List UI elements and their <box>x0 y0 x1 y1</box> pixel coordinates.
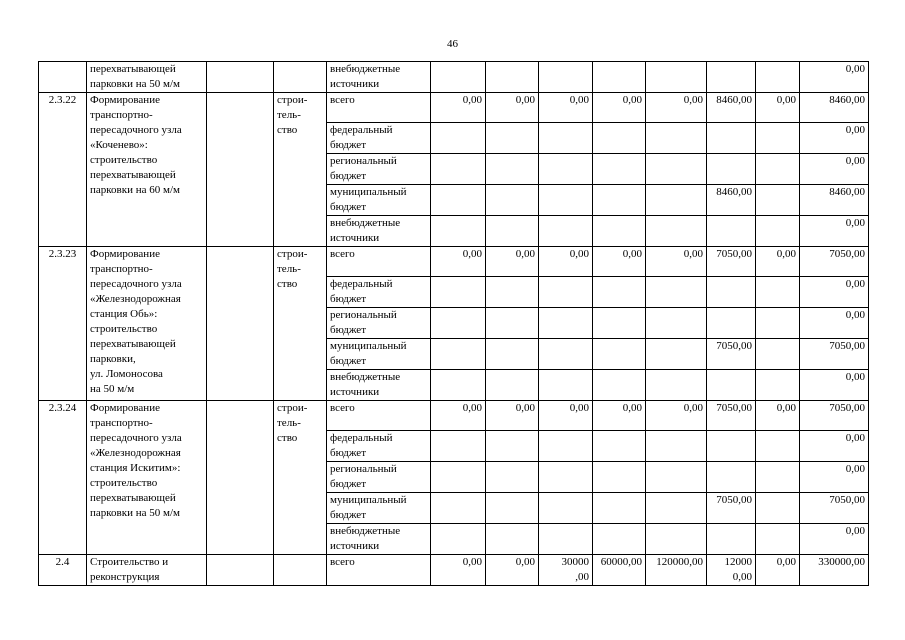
work-type-cell <box>274 62 327 93</box>
funding-source-cell <box>327 277 431 308</box>
funding-source-cell <box>327 462 431 493</box>
item-name-line: «Железнодорожная <box>90 447 181 459</box>
amount-line: 0,00 <box>569 248 589 260</box>
funding-source-line: внебюджетные <box>330 525 401 537</box>
amount-line: 0,00 <box>845 463 865 475</box>
amount-cell <box>486 308 539 339</box>
amount-cell <box>539 154 593 185</box>
amount-line: 0,00 <box>845 432 865 444</box>
work-type-line: тель- <box>277 109 301 121</box>
amount-cell <box>800 401 869 431</box>
amount-line: 0,00 <box>845 217 865 229</box>
amount-cell <box>646 339 707 370</box>
funding-source-line: всего <box>330 248 355 260</box>
amount-line: 0,00 <box>845 309 865 321</box>
amount-cell <box>707 308 756 339</box>
work-type-cell <box>274 401 327 555</box>
amount-cell <box>756 308 800 339</box>
amount-cell <box>593 431 646 462</box>
funding-source-line: бюджет <box>330 509 366 521</box>
amount-line: 0,00 <box>845 525 865 537</box>
item-name-line: пересадочного узла <box>90 124 182 136</box>
amount-cell <box>539 123 593 154</box>
amount-cell <box>800 93 869 123</box>
work-type-line: строи- <box>277 248 308 260</box>
funding-source-line: источники <box>330 386 380 398</box>
amount-line: 0,00 <box>845 124 865 136</box>
amount-cell <box>539 431 593 462</box>
amount-cell <box>646 93 707 123</box>
amount-cell <box>707 185 756 216</box>
amount-line: 0,00 <box>462 556 482 568</box>
amount-line: 60000,00 <box>600 556 642 568</box>
amount-cell <box>593 216 646 247</box>
amount-line: 0,00 <box>515 248 535 260</box>
amount-line: 7050,00 <box>829 402 865 414</box>
amount-cell <box>486 401 539 431</box>
work-type-line: ство <box>277 278 298 290</box>
budget-table <box>38 61 869 586</box>
amount-line: 7050,00 <box>716 402 752 414</box>
amount-cell <box>756 431 800 462</box>
amount-cell <box>800 154 869 185</box>
amount-cell <box>431 524 486 555</box>
amount-cell <box>539 555 593 586</box>
amount-cell <box>646 524 707 555</box>
table-row <box>39 93 869 123</box>
funding-source-cell <box>327 524 431 555</box>
amount-cell <box>800 493 869 524</box>
funding-source-line: муниципальный <box>330 186 407 198</box>
amount-cell <box>646 62 707 93</box>
amount-cell <box>486 493 539 524</box>
amount-cell <box>431 555 486 586</box>
item-name-line: перехватывающей <box>90 169 176 181</box>
amount-cell <box>707 431 756 462</box>
amount-line: 8460,00 <box>829 186 865 198</box>
amount-line: 0,00 <box>845 63 865 75</box>
item-name-line: транспортно- <box>90 417 153 429</box>
amount-cell <box>539 277 593 308</box>
funding-source-cell <box>327 154 431 185</box>
amount-cell <box>646 401 707 431</box>
amount-cell <box>800 462 869 493</box>
amount-cell <box>593 524 646 555</box>
item-name-line: Формирование <box>90 402 160 414</box>
amount-cell <box>800 431 869 462</box>
table-row <box>39 62 869 93</box>
amount-line: 0,00 <box>776 94 796 106</box>
amount-cell <box>646 185 707 216</box>
item-number-cell: 2.3.23 <box>39 247 87 401</box>
amount-cell <box>800 339 869 370</box>
amount-cell <box>707 493 756 524</box>
funding-source-line: бюджет <box>330 293 366 305</box>
amount-line: 8460,00 <box>716 186 752 198</box>
item-name-line: строительство <box>90 154 158 166</box>
amount-cell <box>539 462 593 493</box>
funding-source-line: источники <box>330 78 380 90</box>
amount-cell <box>707 62 756 93</box>
amount-line: 0,00 <box>683 248 703 260</box>
work-type-line: ство <box>277 432 298 444</box>
amount-cell <box>707 339 756 370</box>
work-type-line: строи- <box>277 94 308 106</box>
funding-source-line: бюджет <box>330 447 366 459</box>
amount-cell <box>593 401 646 431</box>
amount-line: 0,00 <box>732 571 752 583</box>
amount-cell <box>707 370 756 401</box>
amount-cell <box>593 62 646 93</box>
amount-cell <box>486 555 539 586</box>
funding-source-line: муниципальный <box>330 494 407 506</box>
funding-source-line: федеральный <box>330 278 393 290</box>
amount-cell <box>431 370 486 401</box>
funding-source-line: бюджет <box>330 139 366 151</box>
funding-source-cell <box>327 216 431 247</box>
amount-cell <box>800 524 869 555</box>
work-type-cell <box>274 93 327 247</box>
amount-cell <box>486 93 539 123</box>
amount-cell <box>431 247 486 277</box>
funding-source-cell <box>327 555 431 586</box>
amount-cell <box>800 62 869 93</box>
item-name-line: строительство <box>90 323 158 335</box>
item-name-line: Формирование <box>90 248 160 260</box>
funding-source-line: бюджет <box>330 201 366 213</box>
amount-line: 0,00 <box>776 556 796 568</box>
amount-cell <box>707 462 756 493</box>
item-name-line: перехватывающей <box>90 492 176 504</box>
amount-cell <box>486 370 539 401</box>
amount-cell <box>486 123 539 154</box>
amount-line: ,00 <box>575 571 589 583</box>
funding-source-cell <box>327 431 431 462</box>
amount-cell <box>431 93 486 123</box>
amount-cell <box>486 277 539 308</box>
table-body <box>39 62 869 586</box>
amount-line: 8460,00 <box>716 94 752 106</box>
item-name-cell <box>87 401 207 555</box>
amount-cell <box>593 308 646 339</box>
item-name-line: парковки на 60 м/м <box>90 184 180 196</box>
amount-cell <box>431 339 486 370</box>
funding-source-cell <box>327 185 431 216</box>
amount-line: 0,00 <box>515 556 535 568</box>
amount-cell <box>593 154 646 185</box>
amount-cell <box>646 216 707 247</box>
amount-cell <box>800 308 869 339</box>
item-name-cell <box>87 93 207 247</box>
item-name-line: на 50 м/м <box>90 383 135 395</box>
item-name-line: «Железнодорожная <box>90 293 181 305</box>
amount-line: 330000,00 <box>818 556 865 568</box>
item-name-line: транспортно- <box>90 263 153 275</box>
amount-cell <box>486 524 539 555</box>
amount-cell <box>707 93 756 123</box>
amount-cell <box>593 185 646 216</box>
item-name-line: станция Обь»: <box>90 308 158 320</box>
amount-cell <box>431 308 486 339</box>
blank-cell <box>207 555 274 586</box>
amount-line: 0,00 <box>845 278 865 290</box>
amount-cell <box>646 154 707 185</box>
funding-source-line: региональный <box>330 155 397 167</box>
amount-line: 0,00 <box>622 248 642 260</box>
work-type-cell <box>274 247 327 401</box>
funding-source-line: всего <box>330 94 355 106</box>
amount-line: 8460,00 <box>829 94 865 106</box>
amount-line: 0,00 <box>515 94 535 106</box>
amount-cell <box>756 524 800 555</box>
amount-cell <box>593 277 646 308</box>
amount-cell <box>756 123 800 154</box>
amount-cell <box>707 401 756 431</box>
funding-source-line: бюджет <box>330 355 366 367</box>
amount-cell <box>486 216 539 247</box>
item-name-line: «Коченево»: <box>90 139 148 151</box>
amount-cell <box>539 339 593 370</box>
amount-line: 0,00 <box>776 402 796 414</box>
amount-cell <box>756 462 800 493</box>
amount-cell <box>486 339 539 370</box>
amount-cell <box>756 185 800 216</box>
amount-line: 0,00 <box>462 94 482 106</box>
work-type-line: строи- <box>277 402 308 414</box>
amount-cell <box>707 216 756 247</box>
amount-cell <box>756 154 800 185</box>
item-name-line: ул. Ломоносова <box>90 368 163 380</box>
amount-cell <box>431 62 486 93</box>
funding-source-cell <box>327 247 431 277</box>
amount-cell <box>593 247 646 277</box>
amount-line: 120000,00 <box>656 556 703 568</box>
amount-cell <box>707 277 756 308</box>
amount-cell <box>539 247 593 277</box>
item-name-line: станция Искитим»: <box>90 462 181 474</box>
amount-cell <box>707 247 756 277</box>
amount-cell <box>646 308 707 339</box>
funding-source-cell <box>327 401 431 431</box>
amount-cell <box>539 93 593 123</box>
funding-source-line: всего <box>330 556 355 568</box>
work-type-line: ство <box>277 124 298 136</box>
amount-line: 0,00 <box>622 402 642 414</box>
amount-cell <box>646 277 707 308</box>
amount-cell <box>646 555 707 586</box>
amount-cell <box>539 524 593 555</box>
amount-line: 0,00 <box>462 402 482 414</box>
amount-cell <box>707 524 756 555</box>
funding-source-line: источники <box>330 540 380 552</box>
amount-cell <box>800 216 869 247</box>
item-name-line: парковки, <box>90 353 136 365</box>
amount-cell <box>646 247 707 277</box>
amount-line: 7050,00 <box>716 340 752 352</box>
blank-cell <box>207 62 274 93</box>
amount-cell <box>756 555 800 586</box>
amount-cell <box>646 462 707 493</box>
item-name-line: парковки на 50 м/м <box>90 507 180 519</box>
amount-cell <box>756 247 800 277</box>
item-name-line: перехватывающей <box>90 338 176 350</box>
funding-source-line: бюджет <box>330 478 366 490</box>
amount-cell <box>431 431 486 462</box>
amount-line: 0,00 <box>569 402 589 414</box>
amount-cell <box>593 462 646 493</box>
blank-cell <box>207 93 274 247</box>
item-name-cell <box>87 247 207 401</box>
amount-cell <box>431 493 486 524</box>
amount-cell <box>756 370 800 401</box>
amount-cell <box>486 462 539 493</box>
funding-source-cell <box>327 308 431 339</box>
amount-cell <box>486 62 539 93</box>
amount-line: 0,00 <box>569 94 589 106</box>
amount-cell <box>539 493 593 524</box>
table-row <box>39 401 869 431</box>
item-name-line: реконструкция <box>90 571 160 583</box>
amount-cell <box>593 339 646 370</box>
funding-source-cell <box>327 93 431 123</box>
amount-line: 0,00 <box>515 402 535 414</box>
amount-cell <box>539 370 593 401</box>
amount-cell <box>431 277 486 308</box>
amount-cell <box>431 154 486 185</box>
item-name-line: Строительство и <box>90 556 169 568</box>
amount-cell <box>593 493 646 524</box>
amount-cell <box>539 216 593 247</box>
item-name-cell <box>87 555 207 586</box>
item-name-cell <box>87 62 207 93</box>
amount-line: 0,00 <box>845 155 865 167</box>
amount-line: 0,00 <box>845 371 865 383</box>
amount-cell <box>800 277 869 308</box>
amount-cell <box>593 370 646 401</box>
amount-line: 7050,00 <box>829 248 865 260</box>
amount-line: 30000 <box>561 556 589 568</box>
amount-cell <box>756 401 800 431</box>
amount-cell <box>646 123 707 154</box>
amount-cell <box>486 154 539 185</box>
amount-line: 0,00 <box>776 248 796 260</box>
amount-cell <box>646 493 707 524</box>
amount-cell <box>756 93 800 123</box>
funding-source-line: бюджет <box>330 170 366 182</box>
amount-cell <box>593 123 646 154</box>
item-number-cell: 2.4 <box>39 555 87 586</box>
amount-cell <box>707 123 756 154</box>
amount-cell <box>431 123 486 154</box>
amount-cell <box>800 370 869 401</box>
item-name-line: пересадочного узла <box>90 432 182 444</box>
amount-line: 7050,00 <box>716 494 752 506</box>
amount-line: 0,00 <box>683 402 703 414</box>
amount-cell <box>539 62 593 93</box>
amount-cell <box>800 185 869 216</box>
funding-source-cell <box>327 370 431 401</box>
funding-source-line: муниципальный <box>330 340 407 352</box>
amount-cell <box>539 185 593 216</box>
amount-cell <box>486 431 539 462</box>
funding-source-line: источники <box>330 232 380 244</box>
item-name-line: транспортно- <box>90 109 153 121</box>
funding-source-line: бюджет <box>330 324 366 336</box>
item-name-line: парковки на 50 м/м <box>90 78 180 90</box>
amount-cell <box>431 185 486 216</box>
funding-source-line: федеральный <box>330 432 393 444</box>
page-number: 46 <box>447 38 458 50</box>
amount-line: 7050,00 <box>829 340 865 352</box>
item-name-line: строительство <box>90 477 158 489</box>
blank-cell <box>207 247 274 401</box>
funding-source-line: федеральный <box>330 124 393 136</box>
amount-line: 0,00 <box>462 248 482 260</box>
amount-line: 12000 <box>724 556 752 568</box>
amount-cell <box>756 277 800 308</box>
amount-line: 7050,00 <box>829 494 865 506</box>
amount-cell <box>756 62 800 93</box>
amount-cell <box>800 247 869 277</box>
item-name-line: пересадочного узла <box>90 278 182 290</box>
amount-cell <box>756 216 800 247</box>
table-row <box>39 555 869 586</box>
funding-source-line: всего <box>330 402 355 414</box>
item-name-line: Формирование <box>90 94 160 106</box>
funding-source-cell <box>327 493 431 524</box>
work-type-line: тель- <box>277 417 301 429</box>
amount-cell <box>539 308 593 339</box>
amount-cell <box>486 247 539 277</box>
item-name-line: перехватывающей <box>90 63 176 75</box>
item-number-cell: 2.3.24 <box>39 401 87 555</box>
amount-line: 0,00 <box>683 94 703 106</box>
amount-cell <box>707 154 756 185</box>
funding-source-line: региональный <box>330 309 397 321</box>
amount-cell <box>593 93 646 123</box>
funding-source-cell <box>327 62 431 93</box>
item-number-cell <box>39 62 87 93</box>
amount-cell <box>539 401 593 431</box>
funding-source-line: внебюджетные <box>330 371 401 383</box>
work-type-line: тель- <box>277 263 301 275</box>
amount-cell <box>756 339 800 370</box>
amount-cell <box>756 493 800 524</box>
amount-cell <box>646 370 707 401</box>
item-number-cell: 2.3.22 <box>39 93 87 247</box>
amount-cell <box>431 216 486 247</box>
amount-cell <box>593 555 646 586</box>
amount-cell <box>707 555 756 586</box>
funding-source-cell <box>327 339 431 370</box>
amount-cell <box>486 185 539 216</box>
amount-cell <box>646 431 707 462</box>
table-row <box>39 247 869 277</box>
amount-line: 7050,00 <box>716 248 752 260</box>
amount-cell <box>431 401 486 431</box>
amount-cell <box>431 462 486 493</box>
funding-source-cell <box>327 123 431 154</box>
funding-source-line: внебюджетные <box>330 217 401 229</box>
amount-cell <box>800 123 869 154</box>
work-type-cell <box>274 555 327 586</box>
amount-line: 0,00 <box>622 94 642 106</box>
blank-cell <box>207 401 274 555</box>
funding-source-line: внебюджетные <box>330 63 401 75</box>
funding-source-line: региональный <box>330 463 397 475</box>
amount-cell <box>800 555 869 586</box>
